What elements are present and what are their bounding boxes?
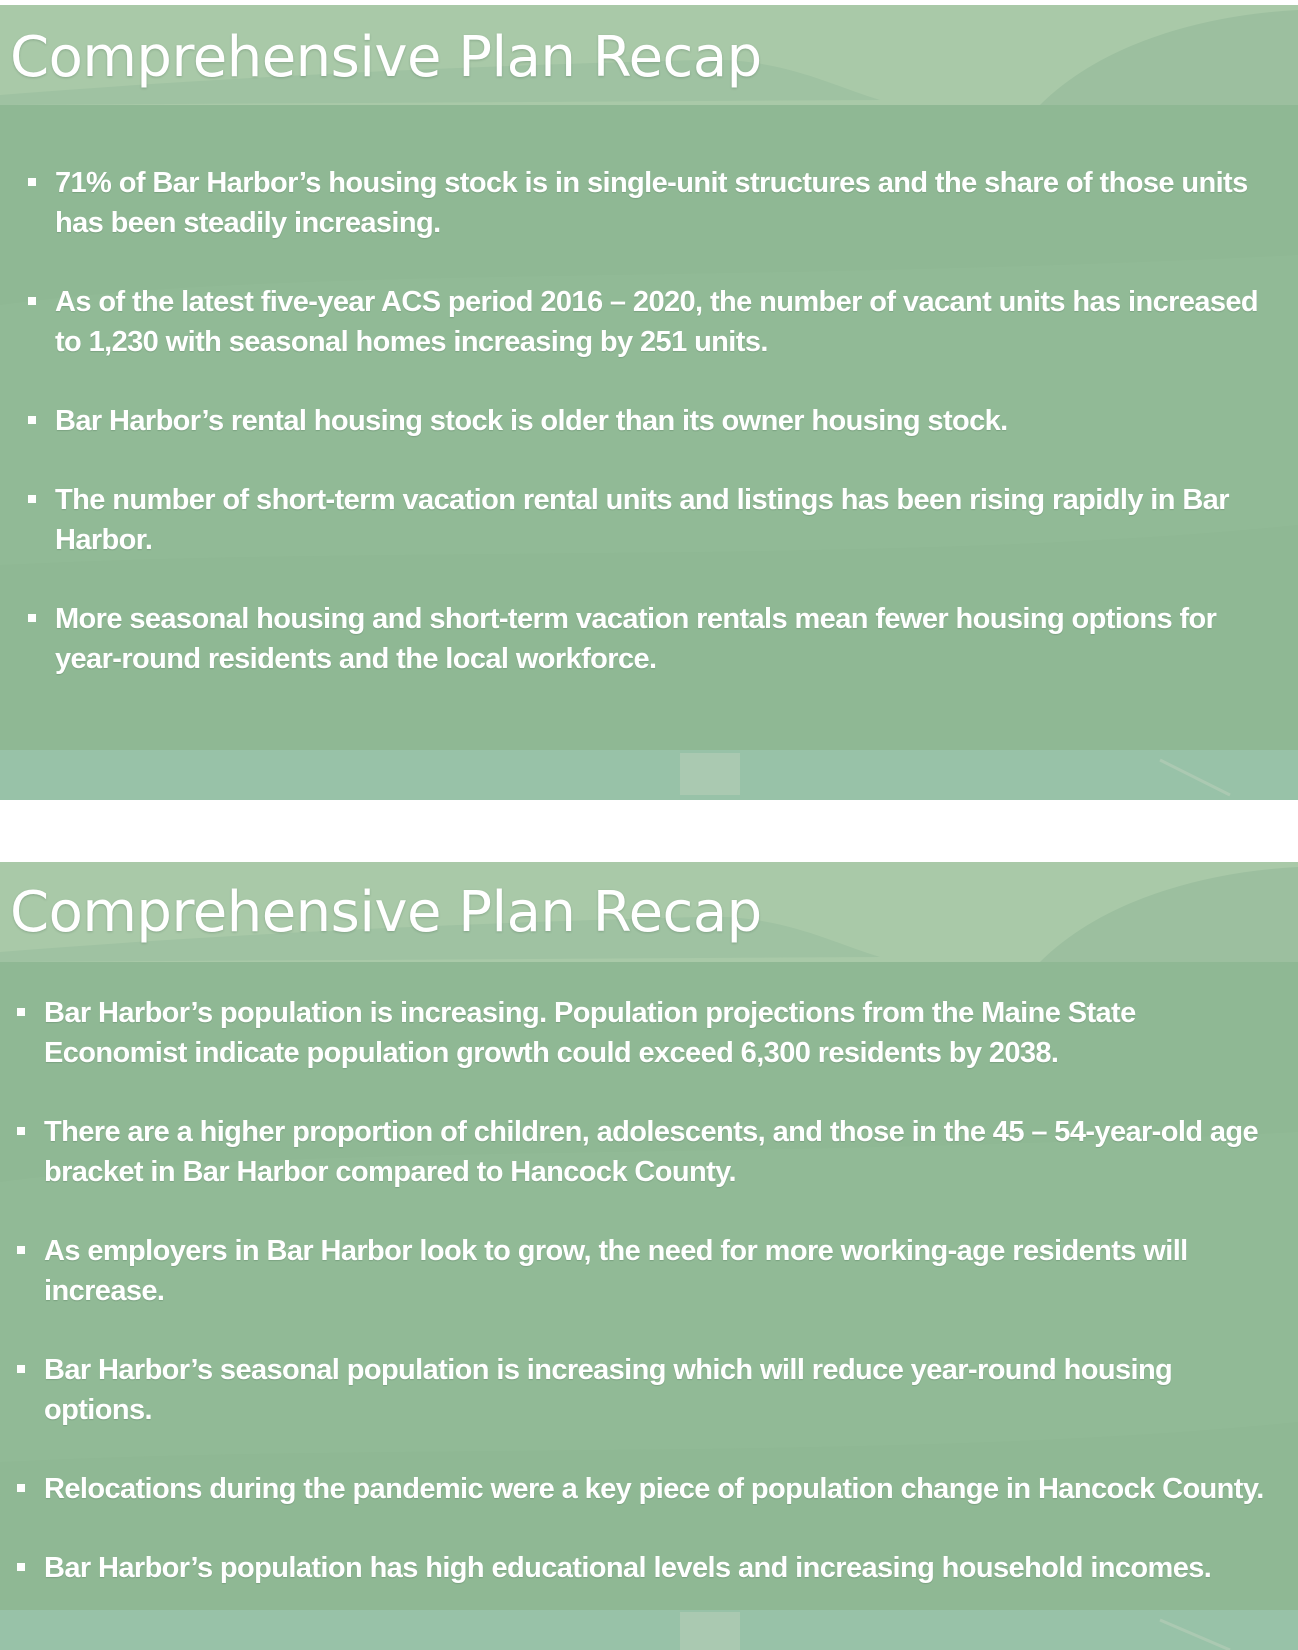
square-bullet-icon (28, 416, 36, 424)
bullet-text: More seasonal housing and short-term vacation rentals mean fewer housing options for year-round residents and the local workforce. (55, 603, 1217, 675)
bullet-text: Bar Harbor’s seasonal population is increasing which will reduce year-round housing options. (44, 1354, 1173, 1426)
list-item (17, 1350, 1277, 1430)
list-item (17, 993, 1277, 1073)
list-item (17, 1112, 1277, 1192)
square-bullet-icon (17, 1008, 25, 1016)
bullet-text: As employers in Bar Harbor look to grow, the need for more working-age residents will increase. (44, 1235, 1188, 1307)
square-bullet-icon (17, 1484, 25, 1492)
slide-1 (0, 5, 1298, 800)
bullet-text: Bar Harbor’s population has high educational levels and increasing household incomes. (44, 1552, 1212, 1584)
slide-title: Comprehensive Plan Recap (10, 880, 762, 945)
list-item (28, 401, 1273, 441)
slide-title: Comprehensive Plan Recap (10, 25, 762, 90)
bullet-list (17, 993, 1277, 1627)
square-bullet-icon (28, 614, 36, 622)
slide-2 (0, 862, 1298, 1650)
bullet-text: Bar Harbor’s rental housing stock is older than its owner housing stock. (55, 405, 1008, 437)
list-item (17, 1469, 1277, 1509)
list-item (28, 282, 1273, 362)
list-item (28, 599, 1273, 679)
square-bullet-icon (28, 495, 36, 503)
bullet-text: Bar Harbor’s population is increasing. Population projections from the Maine State Economist indicate population growth could exceed 6,300 residents by 2038. (44, 997, 1136, 1069)
square-bullet-icon (17, 1365, 25, 1373)
list-item (28, 480, 1273, 560)
square-bullet-icon (17, 1563, 25, 1571)
list-item (17, 1231, 1277, 1311)
list-item (28, 163, 1273, 243)
square-bullet-icon (28, 178, 36, 186)
list-item (17, 1548, 1277, 1588)
bullet-text: The number of short-term vacation rental units and listings has been rising rapidly in Bar Harbor. (55, 484, 1229, 556)
square-bullet-icon (28, 297, 36, 305)
bullet-text: There are a higher proportion of children, adolescents, and those in the 45 – 54-year-old age bracket in Bar Harbor compared to Hancock County. (44, 1116, 1259, 1188)
bullet-text: Relocations during the pandemic were a key piece of population change in Hancock County. (44, 1473, 1264, 1505)
square-bullet-icon (17, 1127, 25, 1135)
square-bullet-icon (17, 1246, 25, 1254)
bullet-list (28, 163, 1273, 718)
bullet-text: 71% of Bar Harbor’s housing stock is in single-unit structures and the share of those units has been steadily increasing. (55, 167, 1248, 239)
bullet-text: As of the latest five-year ACS period 2016 – 2020, the number of vacant units has increased to 1,230 with seasonal homes increasing by 251 units. (55, 286, 1259, 358)
